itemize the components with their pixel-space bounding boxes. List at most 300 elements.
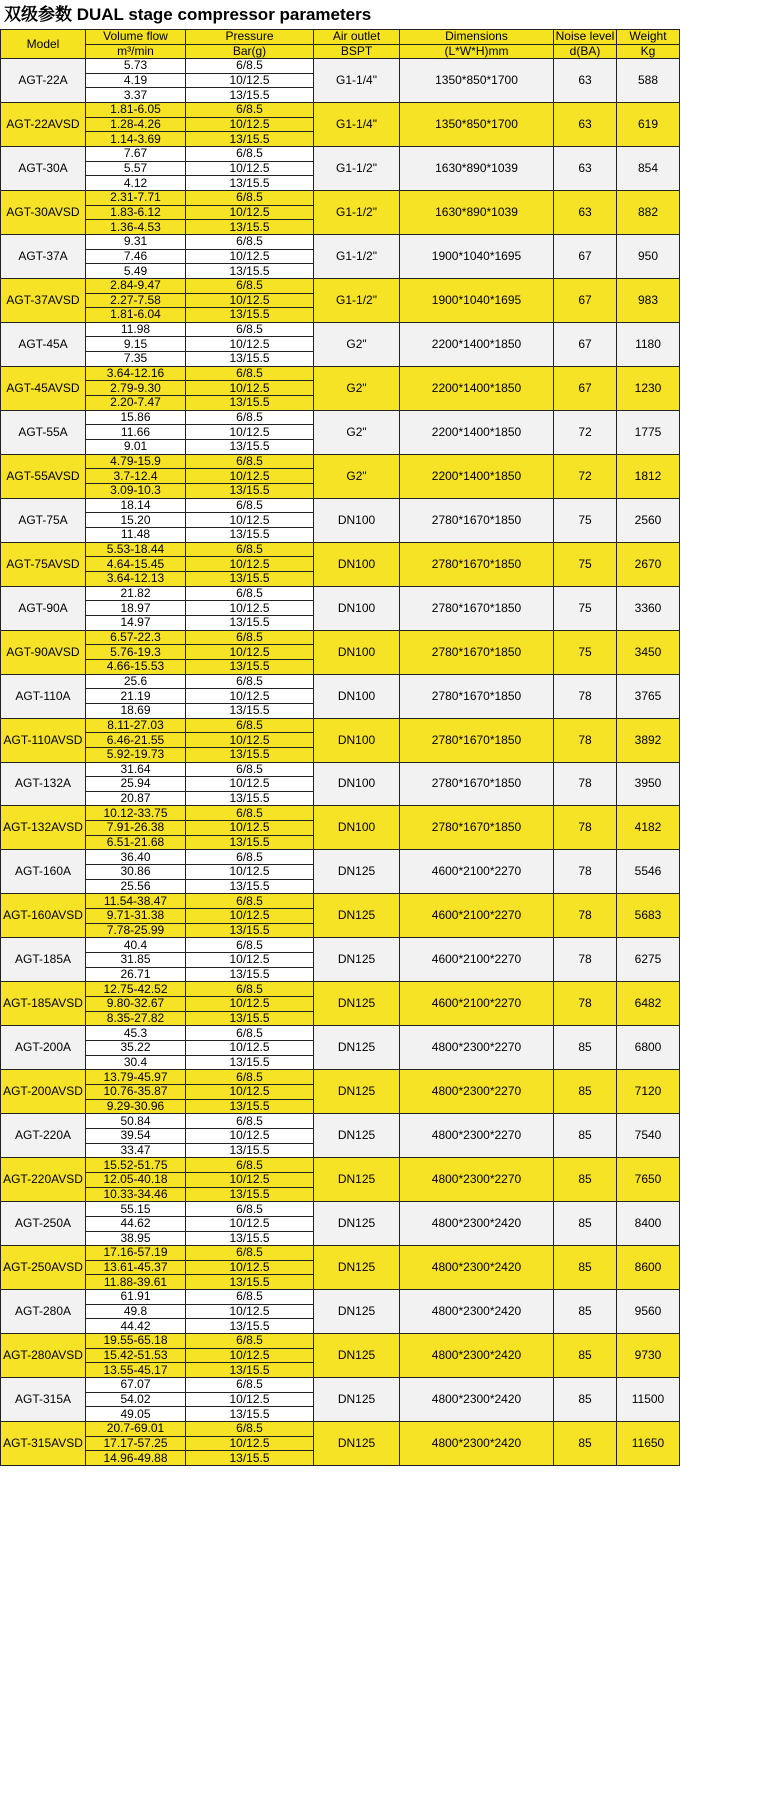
cell-pressure: 6/8.5 <box>186 630 314 645</box>
cell-pressure: 6/8.5 <box>186 586 314 601</box>
cell-flow: 8.35-27.82 <box>86 1011 186 1026</box>
cell-pressure: 10/12.5 <box>186 1304 314 1319</box>
cell-flow: 10.76-35.87 <box>86 1084 186 1099</box>
cell-dimensions: 1350*850*1700 <box>400 59 554 103</box>
cell-pressure: 10/12.5 <box>186 909 314 924</box>
cell-flow: 25.56 <box>86 879 186 894</box>
cell-dimensions: 4800*2300*2420 <box>400 1202 554 1246</box>
cell-outlet: G1-1/4" <box>314 102 400 146</box>
cell-pressure: 6/8.5 <box>186 410 314 425</box>
cell-pressure: 10/12.5 <box>186 249 314 264</box>
cell-noise: 85 <box>554 1158 617 1202</box>
cell-noise: 78 <box>554 894 617 938</box>
cell-pressure: 6/8.5 <box>186 674 314 689</box>
cell-flow: 54.02 <box>86 1392 186 1407</box>
cell-pressure: 6/8.5 <box>186 146 314 161</box>
table-row <box>1 1070 680 1085</box>
cell-flow: 67.07 <box>86 1378 186 1393</box>
cell-weight: 1775 <box>617 410 680 454</box>
cell-flow: 4.66-15.53 <box>86 659 186 674</box>
cell-pressure: 6/8.5 <box>186 234 314 249</box>
cell-flow: 13.61-45.37 <box>86 1260 186 1275</box>
cell-outlet: DN100 <box>314 630 400 674</box>
cell-pressure: 6/8.5 <box>186 718 314 733</box>
cell-weight: 4182 <box>617 806 680 850</box>
cell-flow: 9.31 <box>86 234 186 249</box>
cell-outlet: DN125 <box>314 1202 400 1246</box>
cell-model: AGT-37A <box>1 234 86 278</box>
cell-pressure: 13/15.5 <box>186 1231 314 1246</box>
cell-flow: 15.52-51.75 <box>86 1158 186 1173</box>
cell-dimensions: 1630*890*1039 <box>400 146 554 190</box>
cell-pressure: 13/15.5 <box>186 88 314 103</box>
table-row <box>1 1378 680 1393</box>
cell-model: AGT-132AVSD <box>1 806 86 850</box>
header-noise: Noise level <box>554 30 617 45</box>
cell-flow: 55.15 <box>86 1202 186 1217</box>
cell-flow: 25.6 <box>86 674 186 689</box>
cell-flow: 33.47 <box>86 1143 186 1158</box>
cell-pressure: 10/12.5 <box>186 117 314 132</box>
cell-flow: 2.20-7.47 <box>86 396 186 411</box>
cell-model: AGT-315AVSD <box>1 1422 86 1466</box>
table-header <box>1 30 680 59</box>
cell-pressure: 13/15.5 <box>186 923 314 938</box>
cell-pressure: 6/8.5 <box>186 102 314 117</box>
cell-pressure: 13/15.5 <box>186 1099 314 1114</box>
cell-flow: 25.94 <box>86 777 186 792</box>
cell-model: AGT-30A <box>1 146 86 190</box>
cell-outlet: DN100 <box>314 498 400 542</box>
cell-dimensions: 4600*2100*2270 <box>400 894 554 938</box>
cell-flow: 11.48 <box>86 528 186 543</box>
cell-dimensions: 4800*2300*2420 <box>400 1334 554 1378</box>
cell-weight: 1812 <box>617 454 680 498</box>
header-weight-unit: Kg <box>617 44 680 58</box>
cell-flow: 13.79-45.97 <box>86 1070 186 1085</box>
table-row <box>1 674 680 689</box>
cell-noise: 85 <box>554 1026 617 1070</box>
cell-outlet: G2" <box>314 366 400 410</box>
cell-flow: 7.78-25.99 <box>86 923 186 938</box>
cell-noise: 78 <box>554 718 617 762</box>
cell-pressure: 6/8.5 <box>186 1334 314 1349</box>
cell-weight: 3450 <box>617 630 680 674</box>
cell-weight: 3892 <box>617 718 680 762</box>
cell-weight: 7540 <box>617 1114 680 1158</box>
cell-pressure: 13/15.5 <box>186 1407 314 1422</box>
cell-outlet: DN100 <box>314 806 400 850</box>
cell-weight: 854 <box>617 146 680 190</box>
cell-flow: 38.95 <box>86 1231 186 1246</box>
cell-flow: 1.81-6.05 <box>86 102 186 117</box>
cell-outlet: G2" <box>314 410 400 454</box>
cell-flow: 18.14 <box>86 498 186 513</box>
table-row <box>1 1422 680 1437</box>
cell-dimensions: 4600*2100*2270 <box>400 982 554 1026</box>
cell-noise: 63 <box>554 190 617 234</box>
cell-flow: 8.11-27.03 <box>86 718 186 733</box>
header-pressure-unit: Bar(g) <box>186 44 314 58</box>
cell-flow: 35.22 <box>86 1040 186 1055</box>
cell-flow: 3.64-12.13 <box>86 571 186 586</box>
cell-noise: 78 <box>554 806 617 850</box>
cell-noise: 67 <box>554 366 617 410</box>
cell-flow: 11.66 <box>86 425 186 440</box>
cell-flow: 50.84 <box>86 1114 186 1129</box>
cell-noise: 63 <box>554 59 617 103</box>
cell-flow: 7.35 <box>86 352 186 367</box>
cell-pressure: 10/12.5 <box>186 1216 314 1231</box>
cell-weight: 3360 <box>617 586 680 630</box>
cell-pressure: 10/12.5 <box>186 1436 314 1451</box>
cell-dimensions: 1900*1040*1695 <box>400 234 554 278</box>
cell-model: AGT-110A <box>1 674 86 718</box>
cell-outlet: DN125 <box>314 1334 400 1378</box>
cell-dimensions: 2780*1670*1850 <box>400 806 554 850</box>
cell-outlet: DN100 <box>314 586 400 630</box>
cell-flow: 3.37 <box>86 88 186 103</box>
cell-dimensions: 1630*890*1039 <box>400 190 554 234</box>
cell-outlet: DN125 <box>314 894 400 938</box>
cell-noise: 78 <box>554 674 617 718</box>
cell-model: AGT-55AVSD <box>1 454 86 498</box>
cell-flow: 18.69 <box>86 703 186 718</box>
cell-pressure: 13/15.5 <box>186 132 314 147</box>
cell-model: AGT-55A <box>1 410 86 454</box>
cell-pressure: 13/15.5 <box>186 352 314 367</box>
cell-noise: 78 <box>554 850 617 894</box>
cell-flow: 30.4 <box>86 1055 186 1070</box>
cell-flow: 18.97 <box>86 601 186 616</box>
cell-pressure: 6/8.5 <box>186 1070 314 1085</box>
cell-outlet: G1-1/2" <box>314 146 400 190</box>
cell-noise: 85 <box>554 1070 617 1114</box>
cell-pressure: 6/8.5 <box>186 1202 314 1217</box>
cell-model: AGT-75AVSD <box>1 542 86 586</box>
cell-pressure: 13/15.5 <box>186 1451 314 1466</box>
header-noise-unit: d(BA) <box>554 44 617 58</box>
cell-flow: 20.7-69.01 <box>86 1422 186 1437</box>
table-row <box>1 234 680 249</box>
cell-flow: 3.64-12.16 <box>86 366 186 381</box>
cell-noise: 78 <box>554 762 617 806</box>
cell-dimensions: 4800*2300*2420 <box>400 1422 554 1466</box>
cell-outlet: DN125 <box>314 1290 400 1334</box>
cell-dimensions: 2780*1670*1850 <box>400 542 554 586</box>
cell-pressure: 10/12.5 <box>186 425 314 440</box>
cell-model: AGT-90AVSD <box>1 630 86 674</box>
cell-dimensions: 4800*2300*2270 <box>400 1070 554 1114</box>
cell-pressure: 13/15.5 <box>186 1319 314 1334</box>
table-row <box>1 498 680 513</box>
cell-weight: 11650 <box>617 1422 680 1466</box>
cell-outlet: DN100 <box>314 542 400 586</box>
cell-pressure: 10/12.5 <box>186 1172 314 1187</box>
cell-outlet: G2" <box>314 454 400 498</box>
cell-weight: 1180 <box>617 322 680 366</box>
cell-dimensions: 2200*1400*1850 <box>400 366 554 410</box>
cell-dimensions: 1350*850*1700 <box>400 102 554 146</box>
cell-weight: 7650 <box>617 1158 680 1202</box>
cell-pressure: 6/8.5 <box>186 762 314 777</box>
cell-dimensions: 1900*1040*1695 <box>400 278 554 322</box>
cell-pressure: 10/12.5 <box>186 601 314 616</box>
cell-weight: 1230 <box>617 366 680 410</box>
cell-noise: 78 <box>554 938 617 982</box>
cell-model: AGT-185A <box>1 938 86 982</box>
cell-flow: 5.49 <box>86 264 186 279</box>
cell-weight: 2670 <box>617 542 680 586</box>
cell-weight: 5683 <box>617 894 680 938</box>
cell-model: AGT-280AVSD <box>1 1334 86 1378</box>
cell-noise: 85 <box>554 1378 617 1422</box>
cell-pressure: 13/15.5 <box>186 1187 314 1202</box>
cell-flow: 15.20 <box>86 513 186 528</box>
cell-dimensions: 4800*2300*2270 <box>400 1026 554 1070</box>
cell-model: AGT-90A <box>1 586 86 630</box>
cell-weight: 2560 <box>617 498 680 542</box>
cell-pressure: 10/12.5 <box>186 337 314 352</box>
cell-pressure: 13/15.5 <box>186 308 314 323</box>
cell-flow: 30.86 <box>86 865 186 880</box>
cell-outlet: DN125 <box>314 1070 400 1114</box>
cell-flow: 3.09-10.3 <box>86 484 186 499</box>
cell-dimensions: 4800*2300*2270 <box>400 1158 554 1202</box>
cell-model: AGT-132A <box>1 762 86 806</box>
table-row <box>1 1114 680 1129</box>
cell-noise: 72 <box>554 454 617 498</box>
cell-pressure: 10/12.5 <box>186 513 314 528</box>
cell-outlet: DN125 <box>314 1114 400 1158</box>
cell-outlet: DN100 <box>314 718 400 762</box>
cell-pressure: 13/15.5 <box>186 571 314 586</box>
cell-noise: 63 <box>554 146 617 190</box>
table-row <box>1 1202 680 1217</box>
cell-flow: 40.4 <box>86 938 186 953</box>
cell-model: AGT-315A <box>1 1378 86 1422</box>
cell-pressure: 13/15.5 <box>186 176 314 191</box>
header-dimensions: Dimensions <box>400 30 554 45</box>
cell-flow: 6.57-22.3 <box>86 630 186 645</box>
cell-pressure: 10/12.5 <box>186 1128 314 1143</box>
cell-model: AGT-280A <box>1 1290 86 1334</box>
table-row <box>1 102 680 117</box>
cell-flow: 1.83-6.12 <box>86 205 186 220</box>
cell-model: AGT-22AVSD <box>1 102 86 146</box>
cell-pressure: 6/8.5 <box>186 1290 314 1305</box>
cell-flow: 14.97 <box>86 615 186 630</box>
cell-pressure: 10/12.5 <box>186 1348 314 1363</box>
cell-outlet: G1-1/2" <box>314 234 400 278</box>
cell-flow: 31.64 <box>86 762 186 777</box>
cell-model: AGT-220AVSD <box>1 1158 86 1202</box>
cell-weight: 9730 <box>617 1334 680 1378</box>
cell-flow: 12.75-42.52 <box>86 982 186 997</box>
cell-weight: 9560 <box>617 1290 680 1334</box>
table-row <box>1 982 680 997</box>
cell-flow: 5.57 <box>86 161 186 176</box>
cell-outlet: G2" <box>314 322 400 366</box>
cell-flow: 20.87 <box>86 791 186 806</box>
cell-pressure: 10/12.5 <box>186 777 314 792</box>
cell-noise: 85 <box>554 1290 617 1334</box>
cell-flow: 1.36-4.53 <box>86 220 186 235</box>
cell-pressure: 13/15.5 <box>186 1055 314 1070</box>
cell-model: AGT-37AVSD <box>1 278 86 322</box>
cell-weight: 3765 <box>617 674 680 718</box>
cell-pressure: 13/15.5 <box>186 484 314 499</box>
cell-outlet: DN125 <box>314 1422 400 1466</box>
cell-noise: 75 <box>554 630 617 674</box>
cell-dimensions: 2780*1670*1850 <box>400 630 554 674</box>
cell-pressure: 10/12.5 <box>186 821 314 836</box>
cell-dimensions: 2200*1400*1850 <box>400 322 554 366</box>
cell-flow: 7.46 <box>86 249 186 264</box>
cell-flow: 10.12-33.75 <box>86 806 186 821</box>
cell-pressure: 10/12.5 <box>186 557 314 572</box>
cell-pressure: 6/8.5 <box>186 938 314 953</box>
cell-outlet: G1-1/2" <box>314 278 400 322</box>
cell-weight: 3950 <box>617 762 680 806</box>
cell-outlet: DN125 <box>314 938 400 982</box>
cell-model: AGT-185AVSD <box>1 982 86 1026</box>
cell-flow: 39.54 <box>86 1128 186 1143</box>
cell-model: AGT-220A <box>1 1114 86 1158</box>
cell-pressure: 10/12.5 <box>186 205 314 220</box>
cell-flow: 17.17-57.25 <box>86 1436 186 1451</box>
cell-flow: 13.55-45.17 <box>86 1363 186 1378</box>
table-row <box>1 938 680 953</box>
cell-pressure: 6/8.5 <box>186 498 314 513</box>
cell-noise: 75 <box>554 586 617 630</box>
cell-model: AGT-200A <box>1 1026 86 1070</box>
cell-pressure: 10/12.5 <box>186 293 314 308</box>
cell-pressure: 13/15.5 <box>186 220 314 235</box>
cell-dimensions: 2780*1670*1850 <box>400 586 554 630</box>
cell-flow: 4.64-15.45 <box>86 557 186 572</box>
cell-dimensions: 2200*1400*1850 <box>400 410 554 454</box>
table-row <box>1 806 680 821</box>
table-row <box>1 762 680 777</box>
header-outlet-unit: BSPT <box>314 44 400 58</box>
cell-flow: 49.8 <box>86 1304 186 1319</box>
table-row <box>1 366 680 381</box>
cell-dimensions: 2780*1670*1850 <box>400 498 554 542</box>
cell-pressure: 13/15.5 <box>186 791 314 806</box>
cell-flow: 15.42-51.53 <box>86 1348 186 1363</box>
parameters-table <box>0 29 680 1466</box>
cell-pressure: 10/12.5 <box>186 469 314 484</box>
cell-pressure: 10/12.5 <box>186 689 314 704</box>
table-row <box>1 630 680 645</box>
cell-pressure: 13/15.5 <box>186 1275 314 1290</box>
cell-weight: 6800 <box>617 1026 680 1070</box>
cell-dimensions: 4800*2300*2420 <box>400 1290 554 1334</box>
cell-pressure: 13/15.5 <box>186 1011 314 1026</box>
cell-flow: 5.53-18.44 <box>86 542 186 557</box>
table-row <box>1 410 680 425</box>
cell-pressure: 13/15.5 <box>186 1143 314 1158</box>
table-row <box>1 454 680 469</box>
cell-flow: 6.46-21.55 <box>86 733 186 748</box>
cell-dimensions: 2780*1670*1850 <box>400 718 554 762</box>
cell-weight: 950 <box>617 234 680 278</box>
cell-noise: 72 <box>554 410 617 454</box>
cell-weight: 882 <box>617 190 680 234</box>
cell-weight: 6275 <box>617 938 680 982</box>
cell-flow: 9.29-30.96 <box>86 1099 186 1114</box>
cell-pressure: 10/12.5 <box>186 1040 314 1055</box>
cell-noise: 67 <box>554 278 617 322</box>
cell-weight: 7120 <box>617 1070 680 1114</box>
table-row <box>1 894 680 909</box>
cell-flow: 2.79-9.30 <box>86 381 186 396</box>
cell-noise: 75 <box>554 542 617 586</box>
cell-noise: 78 <box>554 982 617 1026</box>
cell-model: AGT-110AVSD <box>1 718 86 762</box>
cell-pressure: 10/12.5 <box>186 161 314 176</box>
cell-noise: 75 <box>554 498 617 542</box>
cell-flow: 9.80-32.67 <box>86 997 186 1012</box>
cell-weight: 5546 <box>617 850 680 894</box>
cell-flow: 26.71 <box>86 967 186 982</box>
cell-pressure: 13/15.5 <box>186 528 314 543</box>
table-row <box>1 542 680 557</box>
cell-model: AGT-160A <box>1 850 86 894</box>
cell-outlet: DN125 <box>314 1246 400 1290</box>
cell-pressure: 10/12.5 <box>186 645 314 660</box>
cell-model: AGT-45AVSD <box>1 366 86 410</box>
cell-dimensions: 4800*2300*2420 <box>400 1246 554 1290</box>
cell-flow: 10.33-34.46 <box>86 1187 186 1202</box>
table-row <box>1 1290 680 1305</box>
table-row <box>1 1026 680 1041</box>
header-weight: Weight <box>617 30 680 45</box>
cell-flow: 45.3 <box>86 1026 186 1041</box>
header-flow: Volume flow <box>86 30 186 45</box>
cell-flow: 36.40 <box>86 850 186 865</box>
cell-flow: 44.62 <box>86 1216 186 1231</box>
cell-pressure: 6/8.5 <box>186 322 314 337</box>
cell-pressure: 6/8.5 <box>186 1026 314 1041</box>
cell-flow: 5.73 <box>86 59 186 74</box>
cell-model: AGT-250AVSD <box>1 1246 86 1290</box>
cell-pressure: 6/8.5 <box>186 1422 314 1437</box>
cell-pressure: 10/12.5 <box>186 1260 314 1275</box>
cell-noise: 85 <box>554 1422 617 1466</box>
cell-pressure: 10/12.5 <box>186 953 314 968</box>
cell-dimensions: 4800*2300*2270 <box>400 1114 554 1158</box>
cell-flow: 17.16-57.19 <box>86 1246 186 1261</box>
cell-outlet: DN125 <box>314 850 400 894</box>
table-row <box>1 190 680 205</box>
cell-pressure: 10/12.5 <box>186 733 314 748</box>
header-model: Model <box>1 30 86 59</box>
cell-pressure: 10/12.5 <box>186 381 314 396</box>
cell-flow: 5.76-19.3 <box>86 645 186 660</box>
cell-pressure: 6/8.5 <box>186 1246 314 1261</box>
cell-flow: 15.86 <box>86 410 186 425</box>
table-row <box>1 1246 680 1261</box>
cell-noise: 85 <box>554 1246 617 1290</box>
cell-flow: 9.01 <box>86 440 186 455</box>
header-pressure: Pressure <box>186 30 314 45</box>
cell-pressure: 13/15.5 <box>186 1363 314 1378</box>
cell-weight: 588 <box>617 59 680 103</box>
cell-pressure: 6/8.5 <box>186 850 314 865</box>
table-row <box>1 278 680 293</box>
